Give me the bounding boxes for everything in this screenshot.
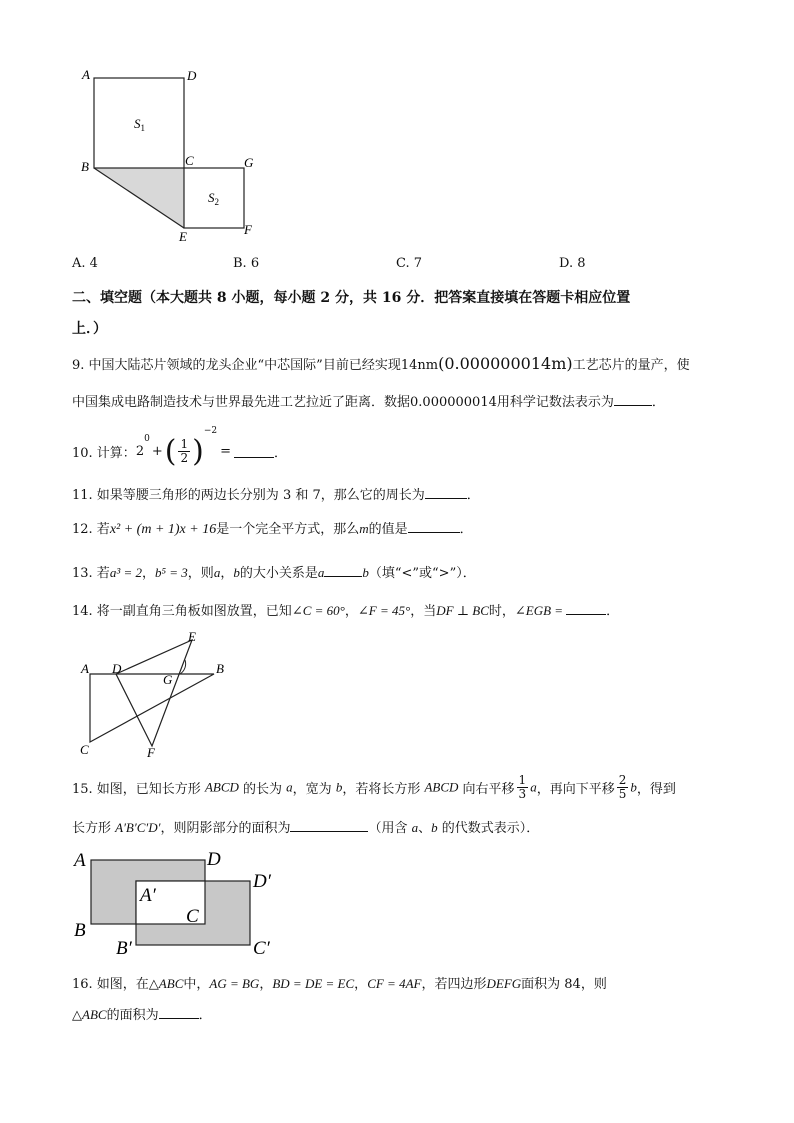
figure-set-squares xyxy=(72,628,242,763)
question-16-line2: △ABC的面积为 ． xyxy=(72,1007,212,1023)
question-12: 12. 若x² + (m + 1)x + 16是一个完全平方式，那么m的值是 ． xyxy=(72,521,473,537)
fig3-label-d-prime: D′ xyxy=(253,871,271,892)
fig2-label-a: A xyxy=(81,661,89,676)
fig2-label-d: D xyxy=(112,661,122,676)
label-e: E xyxy=(179,229,187,244)
answer-blank-15[interactable] xyxy=(290,819,368,832)
option-b[interactable]: B. 6 xyxy=(233,256,260,271)
fig3-label-a: A xyxy=(74,850,86,871)
question-13: 13. 若a³ = 2，b⁵ = 3，则a，b的大小关系是a b（填“<”或“>”）． xyxy=(72,565,476,581)
answer-blank-9[interactable] xyxy=(614,393,652,406)
question-10: 10. 计算：$2^0+$( $\frac{1}{2}$ )$^{-2}$= ． xyxy=(72,426,288,469)
label-g: G xyxy=(244,155,254,170)
option-a[interactable]: A. 4 xyxy=(72,256,98,271)
option-d[interactable]: D. 8 xyxy=(559,256,586,271)
label-s2: $S_2$ xyxy=(208,190,219,207)
figure-squares xyxy=(72,62,272,247)
fig3-label-b-prime: B′ xyxy=(116,938,132,958)
question-14: 14. 将一副直角三角板如图放置，已知∠C = 60°，∠F = 45°，当DF ⊥ BC时，∠EGB = ． xyxy=(72,603,620,619)
fig2-label-f: F xyxy=(147,745,155,760)
triangle-abc xyxy=(90,674,214,742)
fig2-label-b: B xyxy=(216,661,224,676)
fig3-label-a-prime: A′ xyxy=(140,885,156,906)
label-c: C xyxy=(185,153,194,168)
option-c[interactable]: C. 7 xyxy=(396,256,423,271)
label-d: D xyxy=(187,68,197,83)
fig2-label-g: G xyxy=(163,672,173,687)
label-f: F xyxy=(244,222,252,237)
answer-blank-16[interactable] xyxy=(159,1006,199,1019)
figure-rectangles xyxy=(72,846,292,958)
section-2-heading: 二、填空题（本大题共 8 小题，每小题 2 分，共 16 分．把答案直接填在答题卡相应位置 xyxy=(72,290,631,306)
label-a: A xyxy=(82,67,90,82)
label-b: B xyxy=(81,159,89,174)
question-15-line2: 长方形 A′B′C′D′，则阴影部分的面积为 （用含 a、b 的代数式表示）． xyxy=(72,820,540,836)
section-2-heading-cont: 上．） xyxy=(72,321,107,337)
answer-blank-13[interactable] xyxy=(324,564,362,577)
question-16-line1: 16. 如图，在△ABC中，AG = BG，BD = DE = EC，CF = 4AF，若四边形DEFG面积为 84，则 xyxy=(72,976,607,992)
answer-blank-14[interactable] xyxy=(566,602,606,615)
question-9-line2: 中国集成电路制造技术与世界最先进工艺拉近了距离．数据0.000000014用科学记数法表示为 ． xyxy=(72,395,665,410)
fig2-label-c: C xyxy=(80,742,89,757)
fig3-label-c: C xyxy=(186,906,199,927)
angle-arc xyxy=(180,660,186,674)
fig2-label-e: E xyxy=(188,629,196,644)
answer-blank-10[interactable] xyxy=(234,445,274,458)
answer-blank-12[interactable] xyxy=(408,520,460,533)
question-9-line1: 9. 中国大陆芯片领域的龙头企业“中芯国际”目前已经实现14nm(0.000000014m)工艺芯片的量产，使 xyxy=(72,354,690,373)
question-11: 11. 如果等腰三角形的两边长分别为 3 和 7，那么它的周长为 ． xyxy=(72,488,480,503)
fig3-label-c-prime: C′ xyxy=(253,938,270,958)
fig3-label-b: B xyxy=(74,920,86,941)
answer-blank-11[interactable] xyxy=(425,486,467,499)
fig3-label-d: D xyxy=(207,849,221,870)
question-15-line1: 15. 如图，已知长方形 ABCD 的长为 a，宽为 b，若将长方形 ABCD 向右平移 $\frac{1}{3}$ a，再向下平移 $\frac{2}{5}$ b，得到 xyxy=(72,773,676,801)
label-s1: $S_1$ xyxy=(134,116,145,133)
